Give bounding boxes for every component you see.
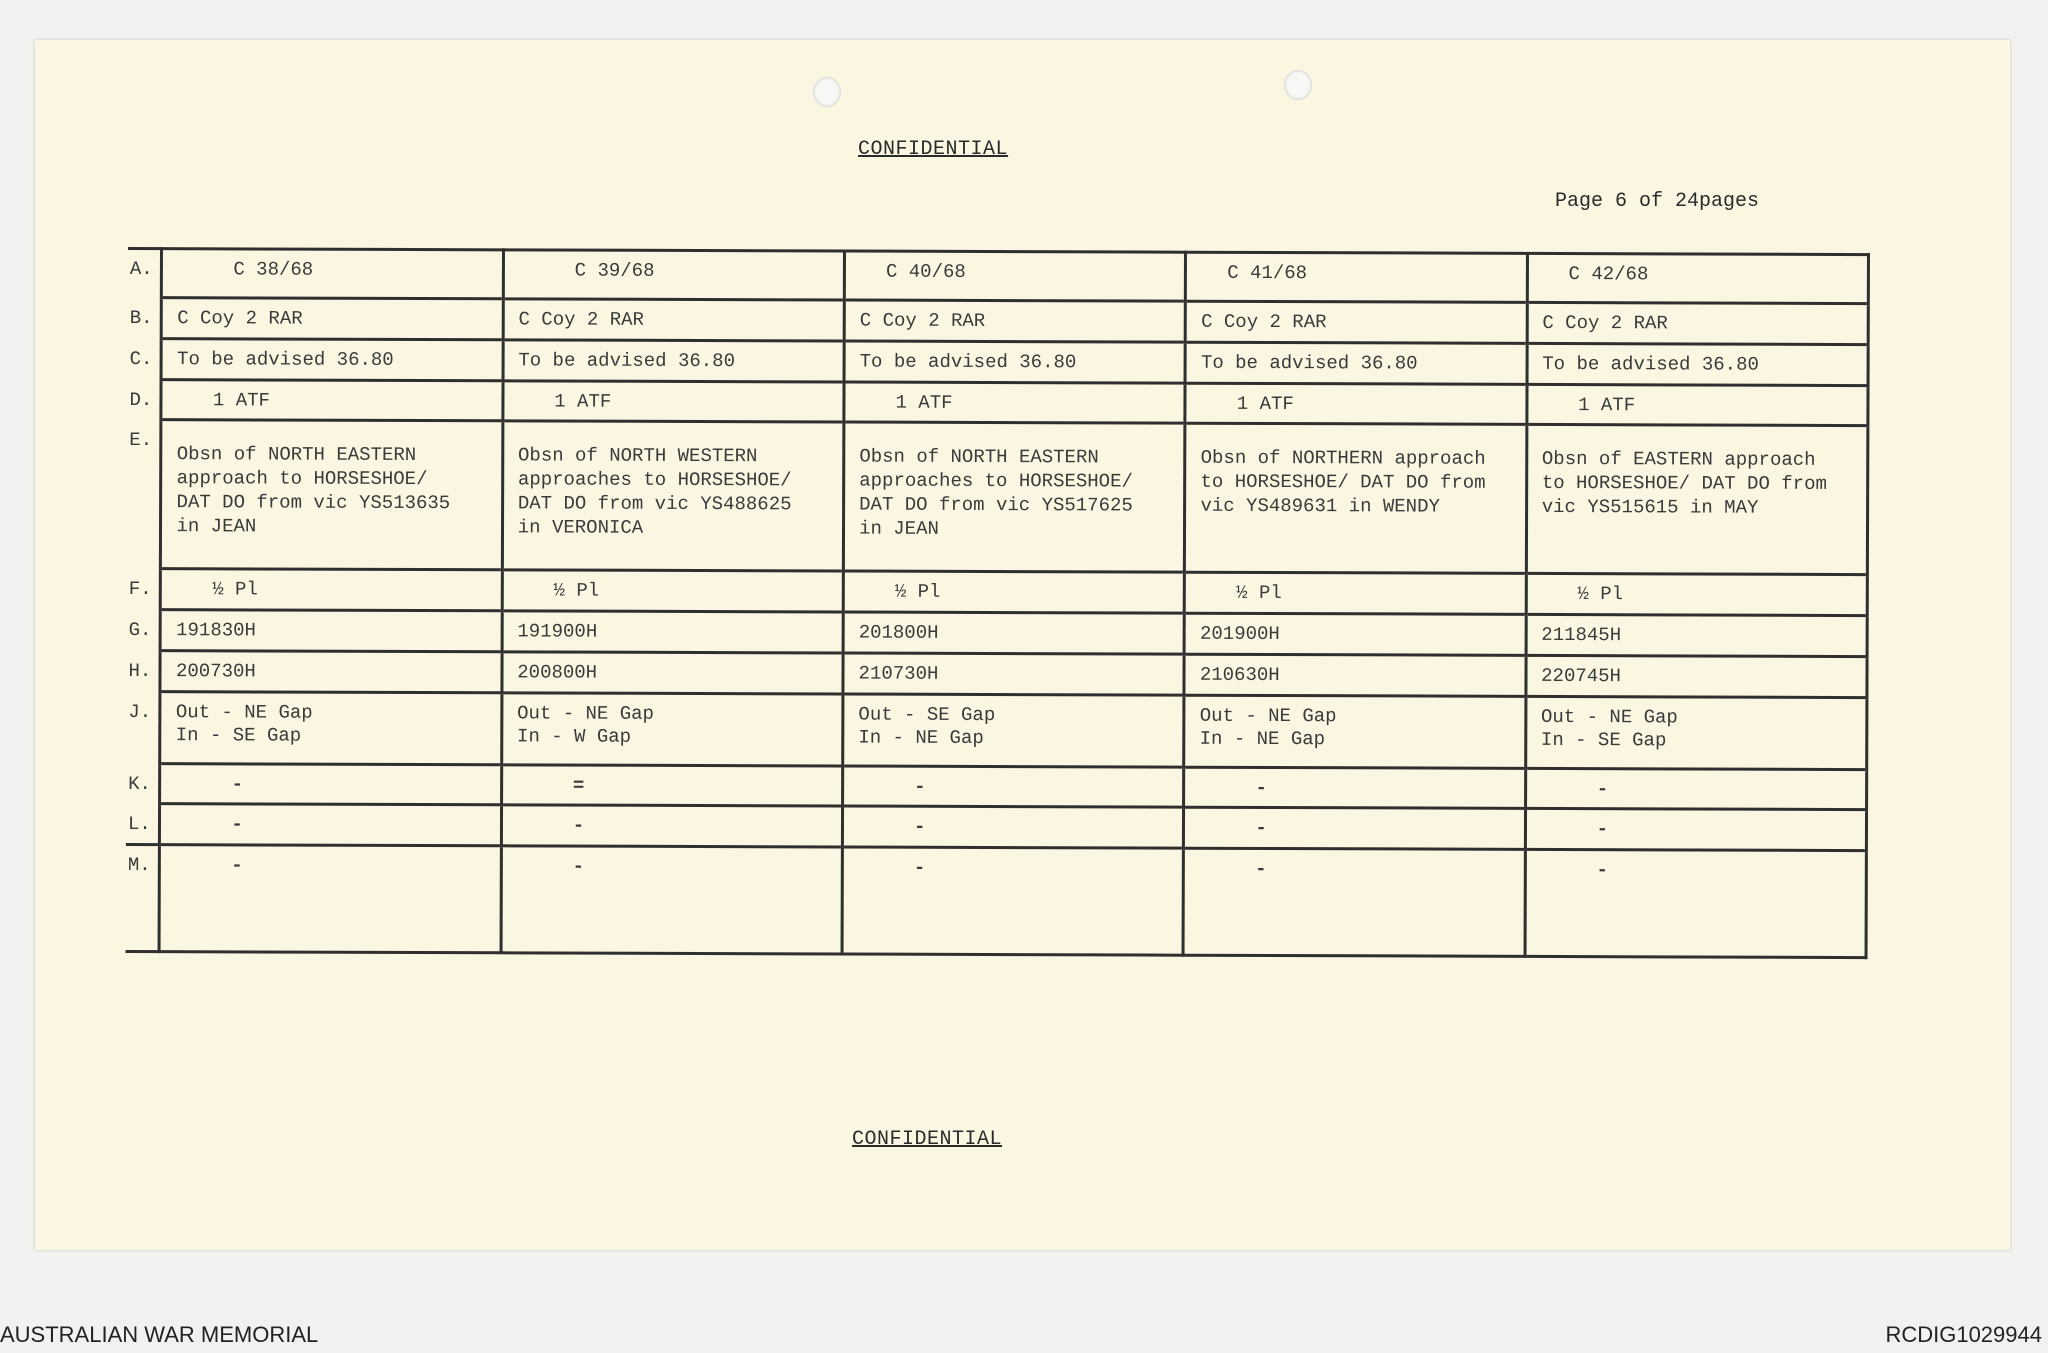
table-cell: -: [1525, 849, 1867, 957]
table-cell: 191900H: [502, 611, 843, 653]
row-label: H.: [126, 650, 160, 691]
table-cell: ½ Pl: [1185, 572, 1526, 614]
table-cell: =: [501, 764, 842, 806]
table-row: [127, 609, 1868, 656]
archive-record-id: RCDIG1029944: [1885, 1322, 2042, 1347]
punch-hole: [813, 77, 841, 107]
table-cell: 210630H: [1184, 654, 1525, 696]
table-cell: 1 ATF: [844, 382, 1185, 424]
table-row: [126, 804, 1867, 851]
table-row: [126, 763, 1867, 810]
table-cell: C Coy 2 RAR: [162, 298, 503, 340]
table-row: [126, 691, 1867, 769]
table-cell: ½ Pl: [1526, 574, 1867, 616]
table-cell: 201900H: [1184, 613, 1525, 655]
table-cell: -: [1525, 809, 1866, 851]
table-cell: -: [843, 765, 1184, 807]
table-cell: C Coy 2 RAR: [1186, 301, 1527, 343]
table-cell: 211845H: [1526, 614, 1867, 656]
table-cell: To be advised 36.80: [1527, 343, 1868, 385]
table-row: [127, 569, 1868, 616]
table-cell: -: [842, 847, 1184, 955]
page-indicator: Page 6 of 24pages: [1555, 190, 1760, 213]
table-cell: -: [1184, 767, 1525, 809]
row-label: D.: [127, 379, 161, 420]
table-cell: 191830H: [161, 610, 502, 652]
table-cell: 200800H: [502, 652, 843, 694]
table-cell: -: [160, 804, 501, 846]
row-label: K.: [126, 763, 160, 804]
table-cell: Obsn of NORTH WESTERN approaches to HORSESHOE/ DAT DO from vic YS488625 in VERONICA: [502, 421, 844, 571]
table-cell: -: [1525, 768, 1866, 810]
table-row: [128, 248, 1869, 303]
row-label: E.: [127, 420, 161, 569]
table-cell: ½ Pl: [843, 571, 1184, 613]
row-label: C.: [128, 338, 162, 379]
table-cell: C 42/68: [1527, 253, 1869, 303]
row-label: J.: [126, 691, 160, 763]
table-cell: ½ Pl: [161, 569, 502, 611]
table-cell: C 38/68: [162, 249, 503, 299]
table-row: [127, 420, 1868, 575]
table-cell: 1 ATF: [161, 379, 502, 421]
table-cell: ½ Pl: [502, 570, 843, 612]
table-cell: Out - NE Gap In - SE Gap: [1525, 696, 1867, 769]
header-classification: CONFIDENTIAL: [858, 138, 1009, 161]
table-cell: C 39/68: [503, 250, 844, 300]
table-cell: -: [160, 845, 502, 953]
table-cell: -: [1183, 848, 1525, 956]
table-cell: Out - NE Gap In - NE Gap: [1184, 695, 1526, 768]
table-cell: -: [501, 805, 842, 847]
table-cell: C Coy 2 RAR: [503, 299, 844, 341]
table-cell: Out - NE Gap In - SE Gap: [160, 691, 502, 764]
table-row: [127, 379, 1868, 426]
row-label: B.: [128, 297, 162, 338]
row-label: A.: [128, 248, 162, 297]
table-cell: 210730H: [843, 653, 1184, 695]
row-label: L.: [126, 804, 160, 845]
table-cell: Obsn of NORTH EASTERN approach to HORSESHOE/ DAT DO from vic YS513635 in JEAN: [161, 420, 503, 570]
patrol-table: [126, 247, 1870, 959]
punch-hole: [1284, 70, 1312, 100]
table-row: [128, 297, 1869, 344]
archive-institution: AUSTRALIAN WAR MEMORIAL: [0, 1322, 319, 1347]
table-cell: C 41/68: [1186, 252, 1527, 302]
table-cell: Obsn of EASTERN approach to HORSESHOE/ DAT DO from vic YS515615 in MAY: [1526, 425, 1868, 575]
row-label: G.: [127, 609, 161, 650]
table-cell: 220745H: [1526, 655, 1867, 697]
table-cell: 1 ATF: [1185, 383, 1526, 425]
table-cell: To be advised 36.80: [844, 341, 1185, 383]
table-cell: To be advised 36.80: [1185, 342, 1526, 384]
table-row: [126, 844, 1867, 957]
table-cell: C 40/68: [844, 251, 1185, 301]
table-cell: -: [160, 763, 501, 805]
row-label: F.: [127, 569, 161, 610]
table-cell: -: [501, 846, 843, 954]
table-cell: Out - NE Gap In - W Gap: [501, 692, 843, 765]
table-row: [128, 338, 1869, 385]
table-cell: To be advised 36.80: [162, 338, 503, 380]
table-cell: -: [842, 806, 1183, 848]
row-label: M.: [126, 844, 160, 951]
table-cell: C Coy 2 RAR: [844, 300, 1185, 342]
table-cell: Out - SE Gap In - NE Gap: [843, 693, 1185, 766]
table-cell: To be advised 36.80: [503, 340, 844, 382]
table-cell: 201800H: [843, 612, 1184, 654]
table-cell: Obsn of NORTH EASTERN approaches to HORSESHOE/ DAT DO from vic YS517625 in JEAN: [843, 422, 1185, 572]
table-cell: 1 ATF: [503, 380, 844, 422]
table-cell: C Coy 2 RAR: [1527, 302, 1868, 344]
table-row: [126, 650, 1867, 697]
table-cell: -: [1184, 807, 1525, 849]
table-cell: Obsn of NORTHERN approach to HORSESHOE/ DAT DO from vic YS489631 in WENDY: [1185, 423, 1527, 573]
table-cell: 1 ATF: [1527, 384, 1868, 426]
footer-classification: CONFIDENTIAL: [852, 1128, 1003, 1151]
table-cell: 200730H: [160, 650, 501, 692]
